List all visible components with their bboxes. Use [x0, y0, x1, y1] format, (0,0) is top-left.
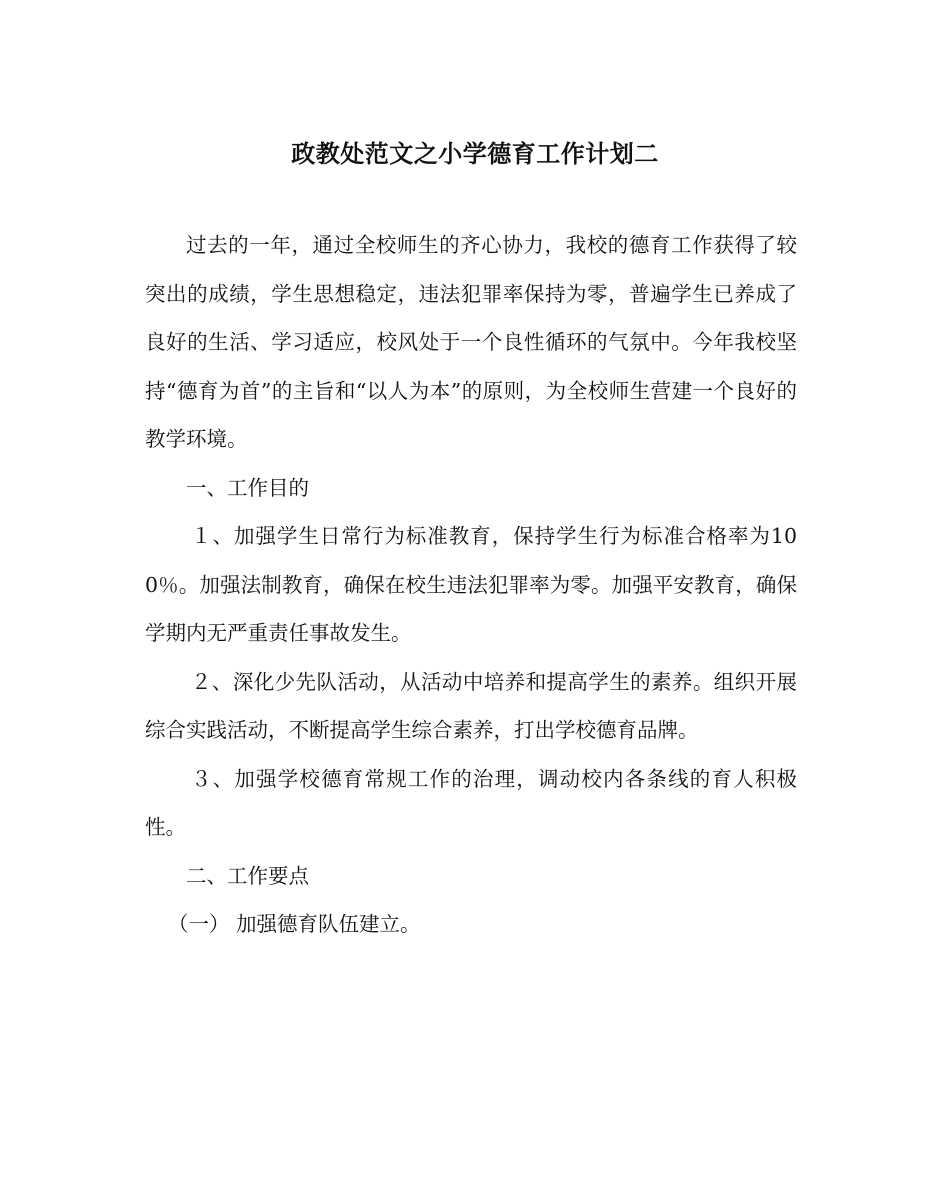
sub-heading-team-building: （一） 加强德育队伍建立。: [168, 912, 421, 936]
goal-item-1: １、加强学生日常行为标准教育，保持学生行为标准合格率为100％。加强法制教育，确保在校生违法犯罪率为零。加强平安教育，确保学期内无严重责任事故发生。: [145, 524, 797, 645]
goal-item-2: ２、深化少先队活动，从活动中培养和提高学生的素养。组织开展综合实践活动，不断提高学生综合素养，打出学校德育品牌。: [145, 669, 797, 742]
document-title: 政教处范文之小学德育工作计划二: [291, 139, 659, 168]
intro-paragraph: 过去的一年，通过全校师生的齐心协力，我校的德育工作获得了较突出的成绩，学生思想稳定，违法犯罪率保持为零，普遍学生已养成了良好的生活、学习适应，校风处于一个良性循环的气氛中。今年我校坚持“德育为首”的主旨和“以人为本”的原则，为全校师生营建一个良好的教学环境。: [145, 233, 797, 451]
goal-item-3: ３、加强学校德育常规工作的治理，调动校内各条线的育人积极性。: [145, 766, 797, 839]
document-body: [145, 221, 797, 949]
section-heading-goals: 一、工作目的: [186, 475, 309, 500]
section-heading-key-points: 二、工作要点: [186, 863, 309, 888]
